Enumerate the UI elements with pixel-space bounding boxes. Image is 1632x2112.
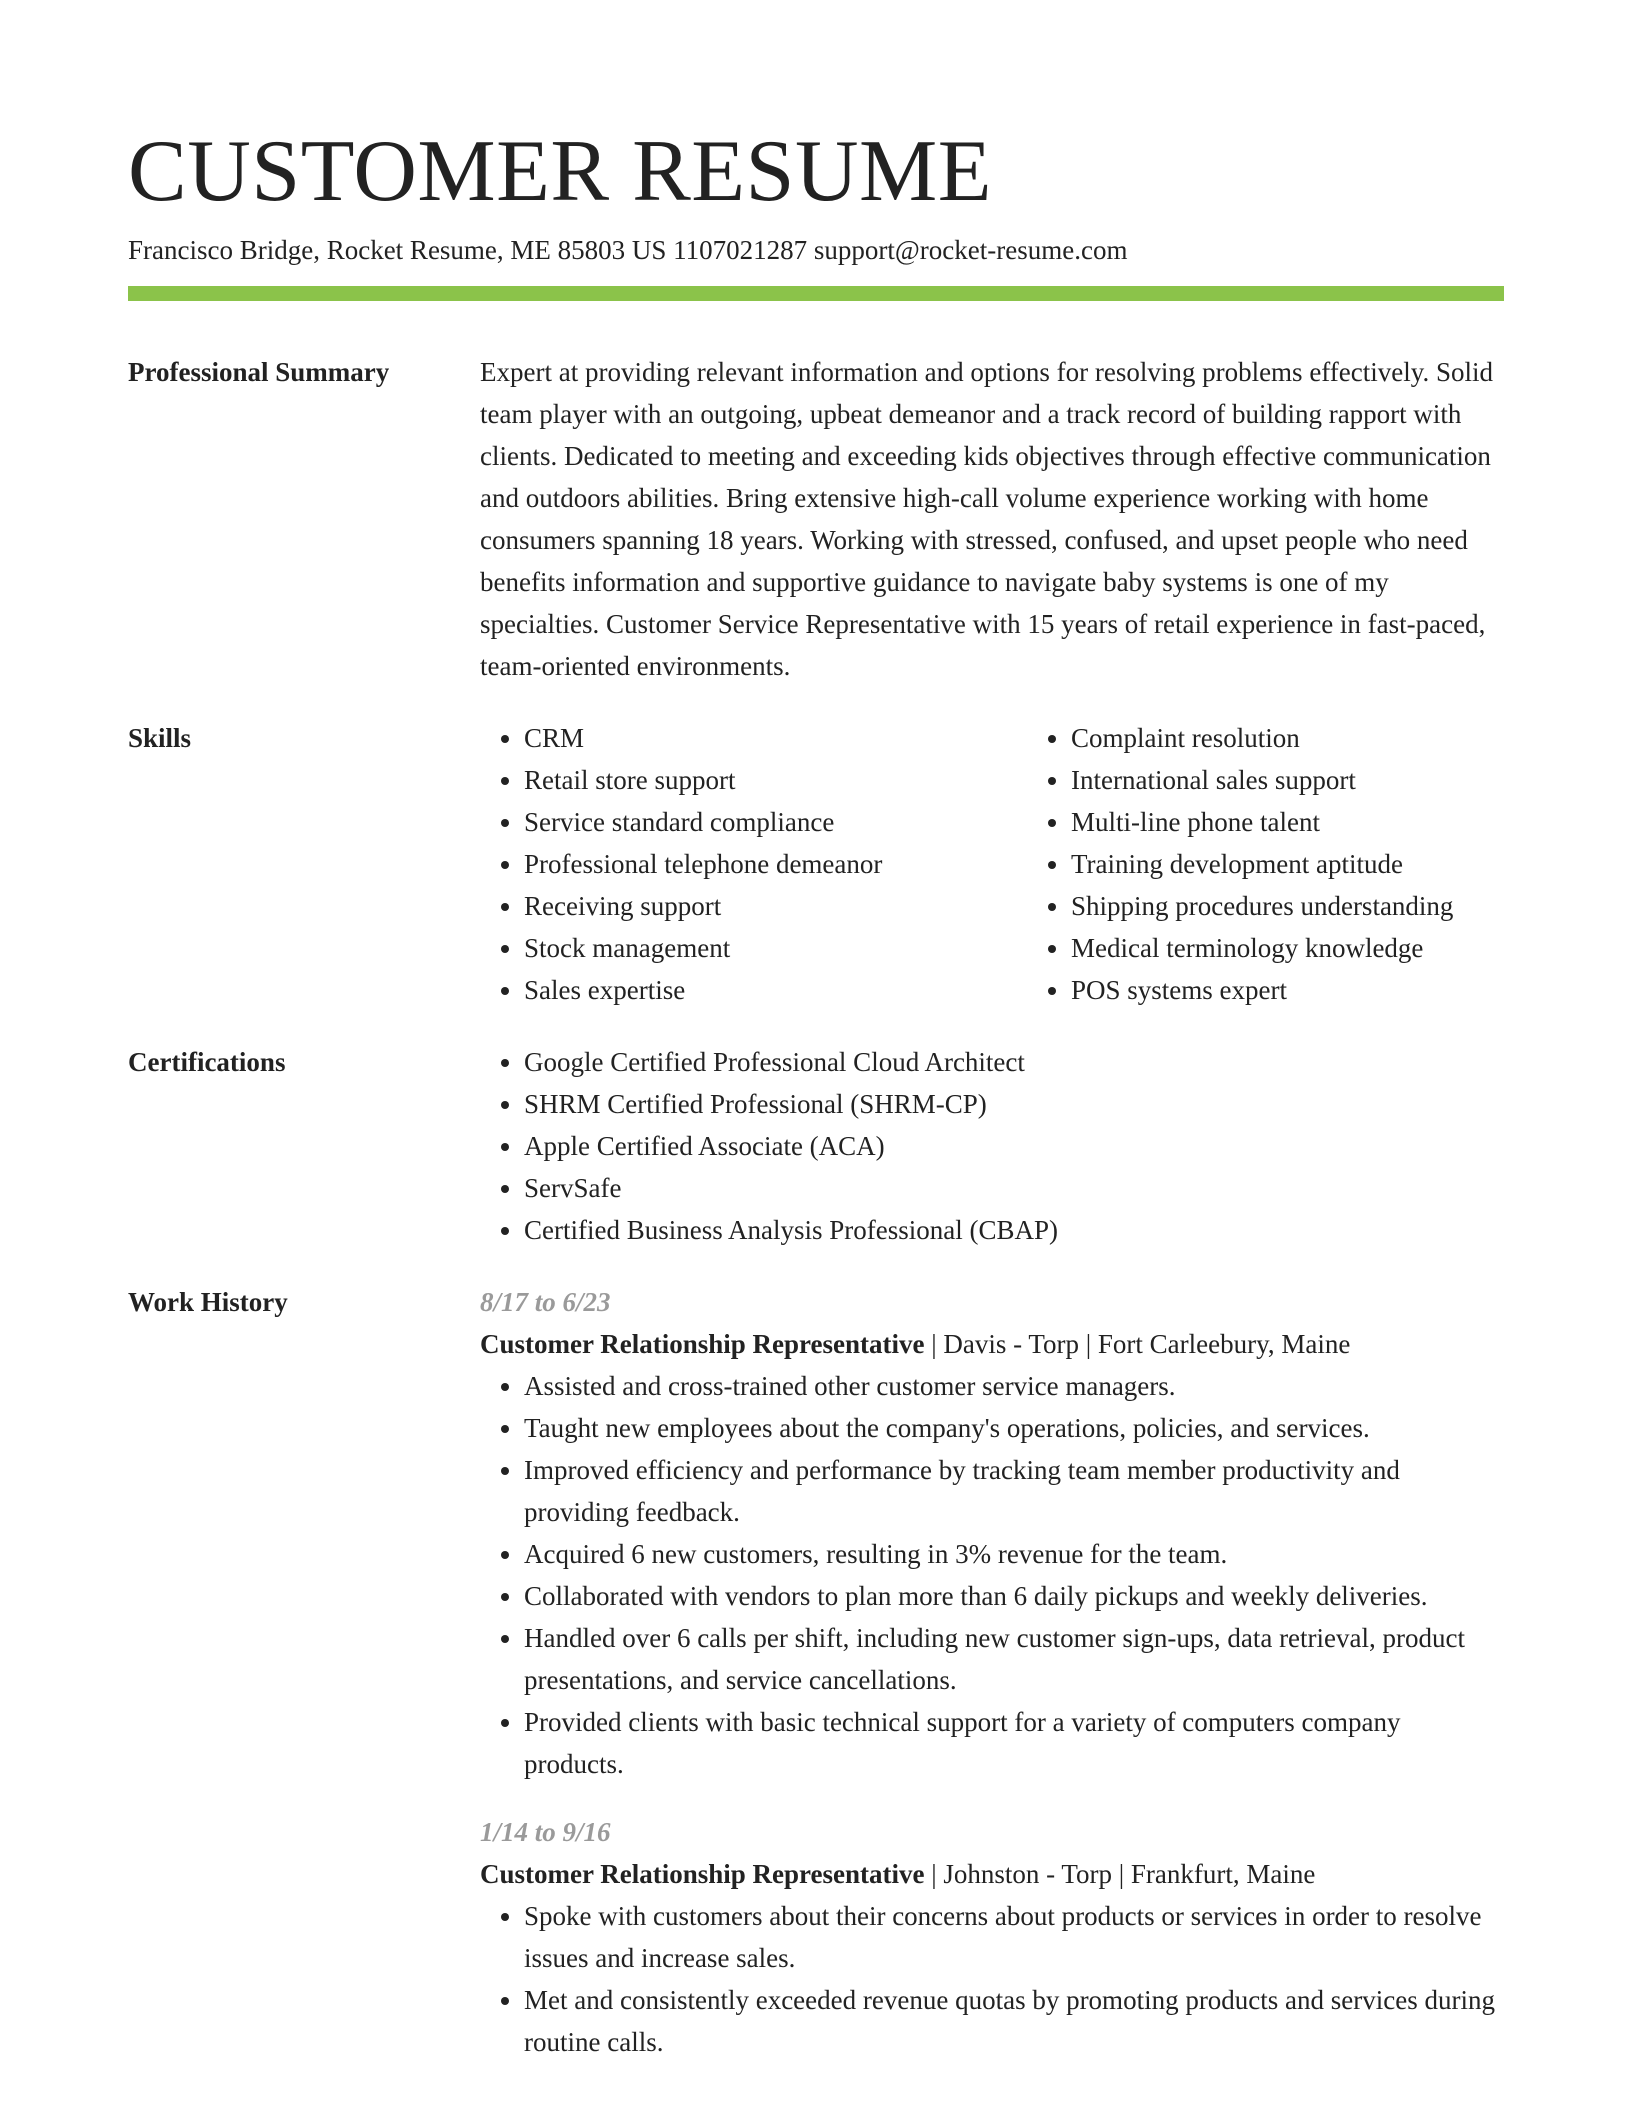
skill-item: • Shipping procedures understanding (1071, 885, 1504, 927)
summary-text: Expert at providing relevant information and options for resolving problems effectively. Solid team player with an outgoing, upbeat demeanor and a track record of building rapport with clients. Dedicated to meeting and exceeding kids objectives through effective communication and outdoors abilities. Bring extensive high-call volume experience working with home consumers spanning 18 years. Working with stressed, confused, and upset people who need benefits information and supportive guidance to navigate baby systems is one of my specialties. Customer Service Representative with 15 years of retail experience in fast-paced, team-oriented environments. (480, 357, 1494, 681)
job-title-line (480, 1853, 1504, 1895)
skill-item: • CRM (524, 717, 1027, 759)
skill-item: • Stock management (524, 927, 1027, 969)
job-entry (480, 1811, 1504, 2063)
certification-item: • ServSafe (524, 1167, 1504, 1209)
job-bullet: • Improved efficiency and performance by tracking team member productivity and providing feedback. (524, 1449, 1504, 1533)
skill-item: • Retail store support (524, 759, 1027, 801)
job-dates: 1/14 to 9/16 (480, 1817, 611, 1847)
certifications-section (128, 1041, 1504, 1251)
skill-item: • Multi-line phone talent (1071, 801, 1504, 843)
job-entry (480, 1281, 1504, 1785)
resume-page (128, 122, 1504, 2081)
certification-item: • SHRM Certified Professional (SHRM-CP) (524, 1083, 1504, 1125)
job-bullet: • Taught new employees about the company's operations, policies, and services. (524, 1407, 1504, 1449)
resume-title: CUSTOMER RESUME (128, 123, 993, 220)
skill-item: • Service standard compliance (524, 801, 1027, 843)
section-label-certifications: Certifications (128, 1047, 286, 1077)
skill-item: • Sales expertise (524, 969, 1027, 1011)
job-bullet: • Handled over 6 calls per shift, including new customer sign-ups, data retrieval, product presentations, and service cancellations. (524, 1617, 1504, 1701)
work-history-section (128, 1281, 1504, 2081)
skill-item: • Training development aptitude (1071, 843, 1504, 885)
section-label-work-history: Work History (128, 1287, 288, 1317)
certification-item: • Google Certified Professional Cloud Architect (524, 1041, 1504, 1083)
job-dates: 8/17 to 6/23 (480, 1287, 611, 1317)
section-label-skills: Skills (128, 723, 192, 753)
skill-item: • Professional telephone demeanor (524, 843, 1027, 885)
skills-section (128, 717, 1504, 1011)
contact-line: Francisco Bridge, Rocket Resume, ME 85803 US 1107021287 support@rocket-resume.com (128, 235, 1128, 265)
job-bullet: • Collaborated with vendors to plan more than 6 daily pickups and weekly deliveries. (524, 1575, 1504, 1617)
skill-item: • POS systems expert (1071, 969, 1504, 1011)
job-bullets (480, 1365, 1504, 1785)
job-bullet: • Spoke with customers about their concerns about products or services in order to resolve issues and increase sales. (524, 1895, 1504, 1979)
certification-item: • Certified Business Analysis Professional (CBAP) (524, 1209, 1504, 1251)
summary-section (128, 351, 1504, 687)
job-bullets (480, 1895, 1504, 2063)
job-bullet: • Acquired 6 new customers, resulting in 3% revenue for the team. (524, 1533, 1504, 1575)
certifications-list (480, 1041, 1504, 1251)
job-bullet: • Provided clients with basic technical support for a variety of computers company products. (524, 1701, 1504, 1785)
skill-item: • Complaint resolution (1071, 717, 1504, 759)
job-title: Customer Relationship Representative (480, 1859, 925, 1889)
skill-item: • International sales support (1071, 759, 1504, 801)
job-bullet: • Assisted and cross-trained other customer service managers. (524, 1365, 1504, 1407)
job-title: Customer Relationship Representative (480, 1329, 925, 1359)
job-title-line (480, 1323, 1504, 1365)
job-details: | Davis - Torp | Fort Carleebury, Maine (924, 1329, 1351, 1359)
skills-list-right (1027, 717, 1504, 1011)
skill-item: • Receiving support (524, 885, 1027, 927)
skill-item: • Medical terminology knowledge (1071, 927, 1504, 969)
job-bullet: • Met and consistently exceeded revenue quotas by promoting products and services during routine calls. (524, 1979, 1504, 2063)
section-label-summary: Professional Summary (128, 357, 390, 387)
certification-item: • Apple Certified Associate (ACA) (524, 1125, 1504, 1167)
skills-list-left (480, 717, 1027, 1011)
accent-divider (128, 286, 1504, 301)
job-details: | Johnston - Torp | Frankfurt, Maine (924, 1859, 1316, 1889)
